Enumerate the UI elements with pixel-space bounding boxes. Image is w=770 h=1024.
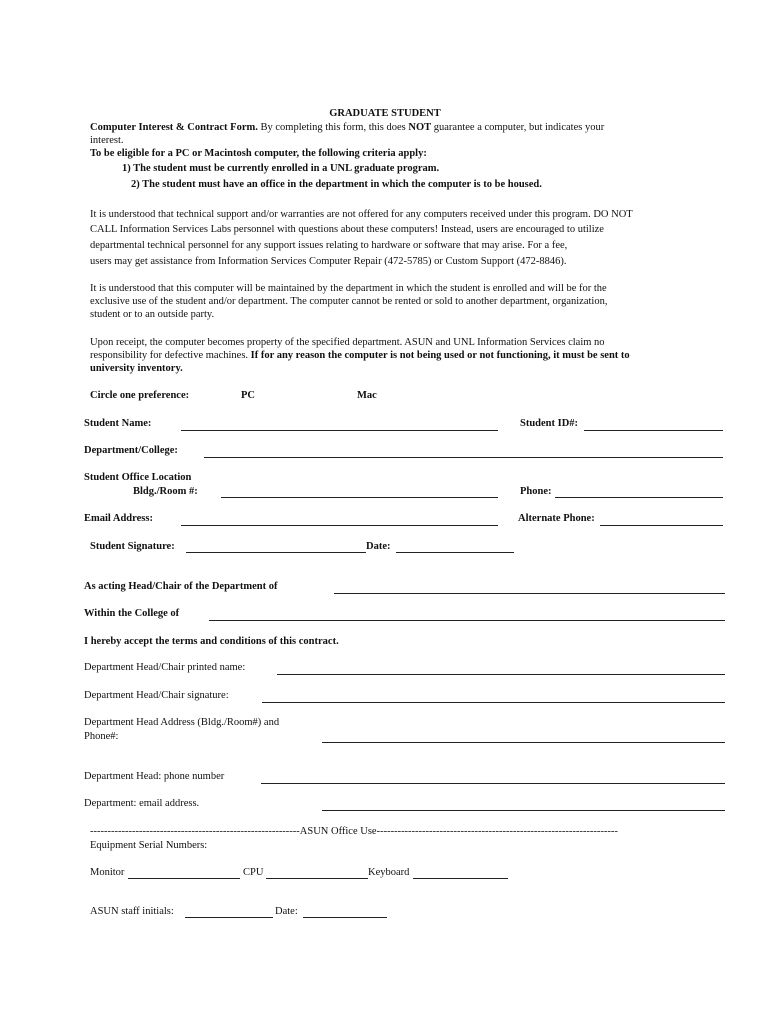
option-pc[interactable]: PC	[241, 390, 255, 401]
signature-field[interactable]	[186, 552, 366, 553]
acting-head-field[interactable]	[334, 593, 725, 594]
head-signature-field[interactable]	[262, 702, 725, 703]
receipt-line-3: university inventory.	[90, 363, 183, 374]
cpu-field[interactable]	[266, 878, 368, 879]
cpu-label: CPU	[243, 867, 264, 878]
bldg-room-label: Bldg./Room #:	[133, 486, 198, 497]
alt-phone-label: Alternate Phone:	[518, 513, 595, 524]
intro-line	[90, 122, 604, 133]
maintained-line-3: student or to an outside party.	[90, 309, 215, 320]
alt-phone-field[interactable]	[600, 525, 723, 526]
maintained-line-2: exclusive use of the student and/or department. The computer cannot be rented or sold to another department, organization,	[90, 296, 608, 307]
head-printed-field[interactable]	[277, 674, 725, 675]
department-college-label: Department/College:	[84, 445, 178, 456]
email-field[interactable]	[181, 525, 498, 526]
office-date-label: Date:	[275, 906, 298, 917]
office-location-label: Student Office Location	[84, 472, 192, 483]
keyboard-field[interactable]	[413, 878, 508, 879]
head-printed-label: Department Head/Chair printed name:	[84, 662, 246, 673]
head-address-label: Department Head Address (Bldg./Room#) and	[84, 717, 280, 728]
student-name-label: Student Name:	[84, 418, 152, 429]
office-use-divider: ------------------------------------------------------------ASUN Office Use---------------------------------------------------------------------	[90, 826, 618, 837]
preference-label: Circle one preference:	[90, 390, 190, 401]
signature-label: Student Signature:	[90, 541, 175, 552]
accept-terms: I hereby accept the terms and conditions of this contract.	[84, 636, 339, 647]
department-college-field[interactable]	[204, 457, 723, 458]
monitor-field[interactable]	[128, 878, 240, 879]
keyboard-label: Keyboard	[368, 867, 410, 878]
intro-not: NOT	[408, 122, 432, 133]
monitor-label: Monitor	[90, 867, 125, 878]
intro-text: By completing this form, this does	[257, 122, 409, 133]
criteria-item-2: 2) The student must have an office in the department in which the computer is to be housed.	[131, 179, 542, 190]
within-college-field[interactable]	[209, 620, 725, 621]
support-line-2: CALL Information Services Labs personnel with questions about these computers! Instead, users are encouraged to utilize	[90, 224, 604, 235]
receipt-warning: If for any reason the computer is not being used or not functioning, it must be sent to	[250, 350, 630, 361]
head-address-field[interactable]	[322, 742, 725, 743]
phone-field[interactable]	[555, 497, 723, 498]
option-mac[interactable]: Mac	[357, 390, 377, 401]
intro-line-2: interest.	[90, 135, 124, 146]
staff-initials-field[interactable]	[185, 917, 273, 918]
head-phone-field[interactable]	[261, 783, 725, 784]
phone-label: Phone:	[520, 486, 552, 497]
intro-text-cont: guarantee a computer, but indicates your	[431, 122, 605, 133]
student-id-field[interactable]	[584, 430, 723, 431]
acting-head-label: As acting Head/Chair of the Department of	[84, 581, 278, 592]
head-address-phone-label: Phone#:	[84, 731, 119, 742]
signature-date-label: Date:	[366, 541, 391, 552]
dept-email-label: Department: email address.	[84, 798, 200, 809]
bldg-room-field[interactable]	[221, 497, 498, 498]
maintained-line-1: It is understood that this computer will be maintained by the department in which the student is enrolled and will be for the	[90, 283, 607, 294]
intro-form-name: Computer Interest & Contract Form.	[90, 122, 258, 133]
within-college-label: Within the College of	[84, 608, 180, 619]
office-date-field[interactable]	[303, 917, 387, 918]
support-line-4: users may get assistance from Information Services Computer Repair (472-5785) or Custom Support (472-8846).	[90, 256, 567, 267]
support-line-3: departmental technical personnel for any support issues relating to hardware or software that may arise. For a fee,	[90, 240, 568, 251]
head-phone-label: Department Head: phone number	[84, 771, 225, 782]
head-signature-label: Department Head/Chair signature:	[84, 690, 229, 701]
receipt-line-2	[90, 350, 630, 361]
eligibility-heading: To be eligible for a PC or Macintosh computer, the following criteria apply:	[90, 148, 427, 159]
support-line-1: It is understood that technical support and/or warranties are not offered for any computers received under this program. DO NOT	[90, 209, 633, 220]
receipt-line-1: Upon receipt, the computer becomes property of the specified department. ASUN and UNL Information Services claim no	[90, 337, 605, 348]
serial-numbers-label: Equipment Serial Numbers:	[90, 840, 208, 851]
criteria-item-1: 1) The student must be currently enrolled in a UNL graduate program.	[122, 163, 440, 174]
signature-date-field[interactable]	[396, 552, 514, 553]
student-id-label: Student ID#:	[520, 418, 579, 429]
receipt-text: responsibility for defective machines.	[90, 350, 251, 361]
staff-initials-label: ASUN staff initials:	[90, 906, 174, 917]
email-label: Email Address:	[84, 513, 153, 524]
student-name-field[interactable]	[181, 430, 498, 431]
form-title: GRADUATE STUDENT	[329, 108, 441, 119]
dept-email-field[interactable]	[322, 810, 725, 811]
